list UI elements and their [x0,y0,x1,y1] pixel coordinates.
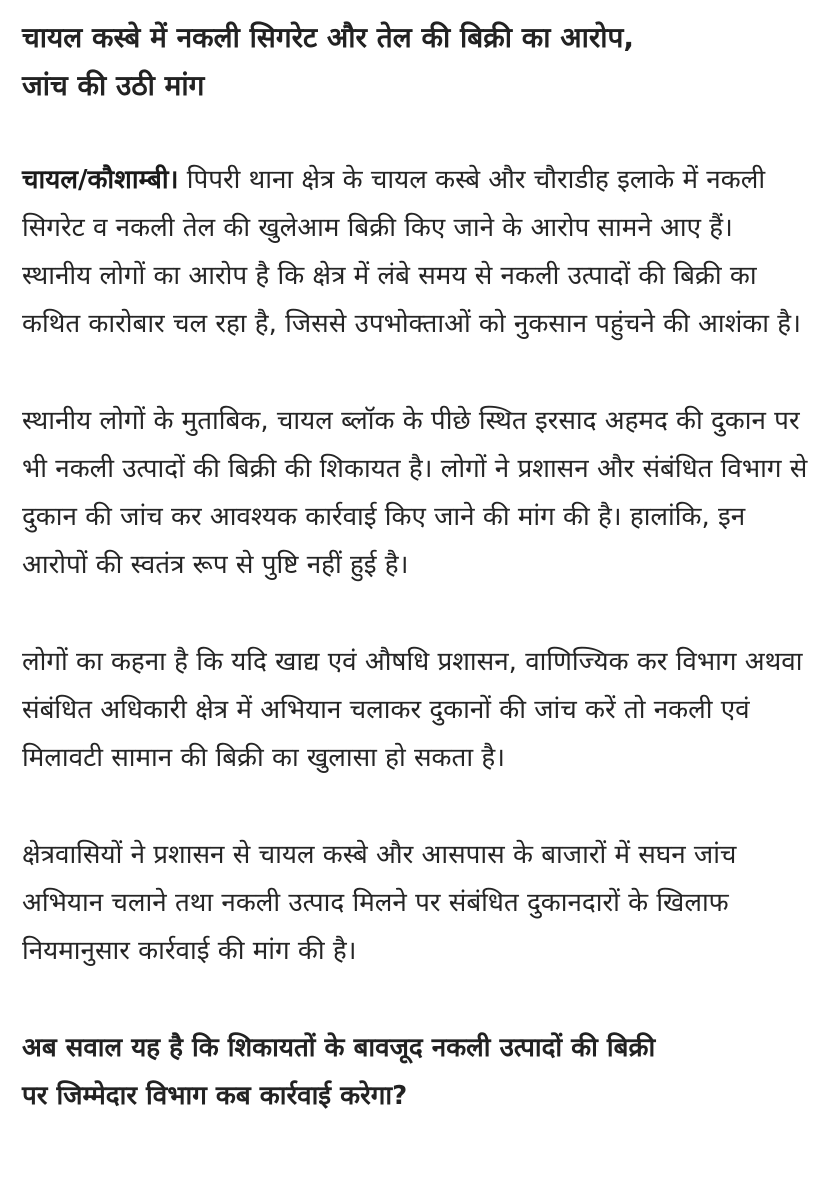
dateline: चायल/कौशाम्बी। [22,165,179,195]
paragraph-1 [22,156,808,348]
article-headline [22,14,808,110]
paragraph-3: लोगों का कहना है कि यदि खाद्य एवं औषधि प्रशासन, वाणिज्यिक कर विभाग अथवा संबंधित अधिकारी क्षेत्र में अभियान चलाकर दुकानों की जांच करें तो नकली एवं मिलावटी सामान की बिक्री का खुलासा हो सकता है। [22,647,803,773]
headline-line-1: चायल कस्बे में नकली सिगरेट और तेल की बिक्री का आरोप, [22,21,635,54]
headline-line-2: जांच की उठी मांग [22,69,205,102]
closing-line-1: अब सवाल यह है कि शिकायतों के बावजूद नकली उत्पादों की बिक्री [22,1033,656,1063]
paragraph-4: क्षेत्रवासियों ने प्रशासन से चायल कस्बे और आसपास के बाजारों में सघन जांच अभियान चलाने तथा नकली उत्पाद मिलने पर संबंधित दुकानदारों के खिलाफ नियमानुसार कार्रवाई की मांग की है। [22,840,737,966]
paragraph-2: स्थानीय लोगों के मुताबिक, चायल ब्लॉक के पीछे स्थित इरसाद अहमद की दुकान पर भी नकली उत्पादों की बिक्री की शिकायत है। लोगों ने प्रशासन और संबंधित विभाग से दुकान की जांच कर आवश्यक कार्रवाई किए जाने की मांग की है। हालांकि, इन आरोपों की स्वतंत्र रूप से पुष्टि नहीं हुई है। [22,406,808,580]
closing-question [22,1024,808,1120]
paragraph-1-text: पिपरी थाना क्षेत्र के चायल कस्बे और चौराडीह इलाके में नकली सिगरेट व नकली तेल की खुलेआम बिक्री किए जाने के आरोप सामने आए हैं। स्थानीय लोगों का आरोप है कि क्षेत्र में लंबे समय से नकली उत्पादों की बिक्री का कथित कारोबार चल रहा है, जिससे उपभोक्ताओं को नुकसान पहुंचने की आशंका है। [22,165,801,339]
closing-line-2: पर जिम्मेदार विभाग कब कार्रवाई करेगा? [22,1081,408,1111]
